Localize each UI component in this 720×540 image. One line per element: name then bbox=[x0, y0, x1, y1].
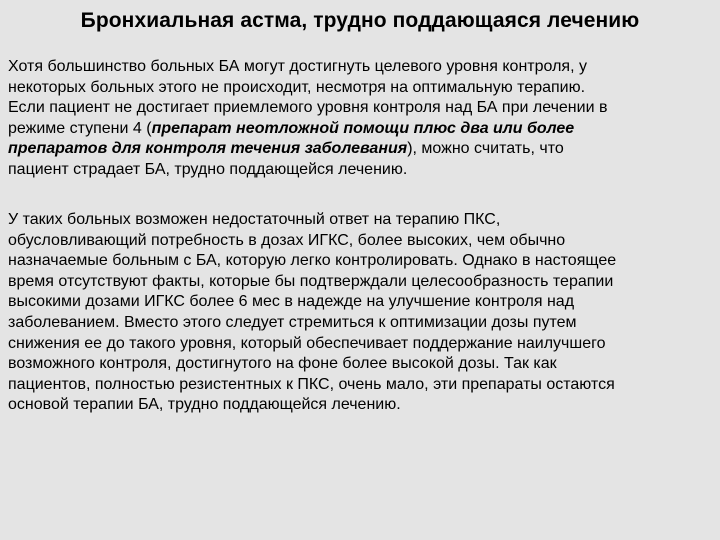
paragraph-1-line bbox=[8, 119, 716, 140]
paragraph-2-line: У таких больных возможен недостаточный ответ на терапию ПКС, bbox=[8, 211, 501, 228]
paragraph-2-line: обусловливающий потребность в дозах ИГКС, более высоких, чем обычно bbox=[8, 231, 566, 249]
paragraph-2-line: высокими дозами ИГКС более 6 мес в надежде на улучшение контроля над bbox=[8, 293, 575, 311]
emphasis-text: препаратов для контроля течения заболевания bbox=[8, 140, 408, 158]
paragraph-2-line: снижения ее до такого уровня, который обеспечивает поддержание наилучшего bbox=[8, 334, 606, 352]
paragraph-2-line: пациентов, полностью резистентных к ПКС, очень мало, эти препараты остаются bbox=[8, 375, 615, 393]
paragraph-2-line: назначаемые больным с БА, которую легко контролировать. Однако в настоящее bbox=[8, 252, 617, 270]
emphasis-text: препарат неотложной помощи плюс два или более bbox=[151, 119, 575, 137]
slide-title: Бронхиальная астма, трудно поддающаяся лечению bbox=[80, 9, 640, 32]
line-suffix: ), можно считать, что bbox=[407, 140, 564, 158]
paragraph-2-line: заболеванием. Вместо этого следует стремиться к оптимизации дозы путем bbox=[8, 313, 577, 331]
paragraph-1 bbox=[8, 57, 716, 181]
paragraph-1-line: Если пациент не достигает приемлемого уровня контроля над БА при лечении в bbox=[8, 99, 608, 117]
paragraph-1-line: пациент страдает БА, трудно поддающейся лечению. bbox=[8, 160, 408, 178]
paragraph-1-line bbox=[8, 139, 716, 160]
line-prefix: режиме ступени 4 ( bbox=[8, 119, 152, 137]
paragraph-2-line: время отсутствуют факты, которые бы подтверждали целесообразность терапии bbox=[8, 272, 614, 290]
paragraph-1-line: некоторых больных этого не происходит, несмотря на оптимальную терапию. bbox=[8, 78, 586, 96]
paragraph-2-line: возможного контроля, достигнутого на фоне более высокой дозы. Так как bbox=[8, 355, 557, 373]
paragraph-2-line: основой терапии БА, трудно поддающейся лечению. bbox=[8, 396, 401, 414]
paragraph-2 bbox=[8, 210, 716, 416]
paragraph-1-line: Хотя большинство больных БА могут достигнуть целевого уровня контроля, у bbox=[8, 58, 587, 75]
